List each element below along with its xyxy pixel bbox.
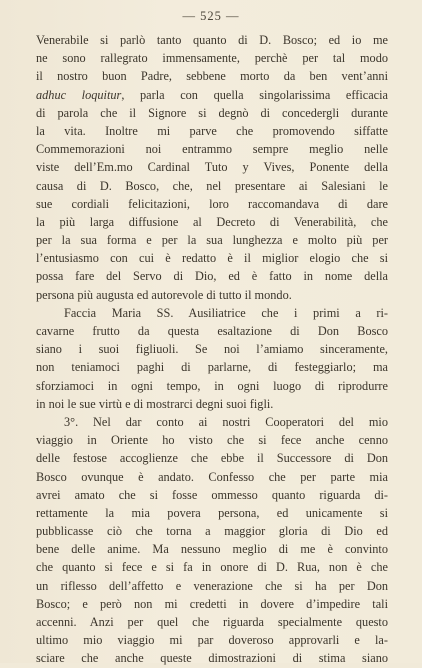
text-line: adhuc loquitur, parla con quella singolarissima efficacia bbox=[36, 87, 388, 102]
text-line: possa fare del Servo di Dio, ed è fatto in nome della bbox=[36, 269, 388, 284]
text-line: l’entusiasmo con cui è redatto è il miglior elogio che si bbox=[36, 251, 388, 266]
text-line: che quanto si fece e si fa in onore di D. Rua, non è che bbox=[36, 560, 388, 575]
text-line: un riflesso dell’affetto e venerazione che si ha per Don bbox=[36, 578, 388, 593]
text-line: pubblicasse ciò che torna a maggior gloria di Dio ed bbox=[36, 524, 388, 539]
text-line: accenni. Anzi per quel che riguarda specialmente questo bbox=[36, 615, 388, 629]
text-line: Bosco ovunque è andato. Confesso che per parte mia bbox=[36, 469, 388, 484]
text-line: viaggio in Oriente ho visto che si fece anche cenno bbox=[36, 433, 388, 448]
text-line: Venerabile si parlò tanto quanto di D. Bosco; ed io me bbox=[36, 33, 388, 47]
latin-phrase: adhuc loquitur bbox=[36, 87, 122, 102]
text-line: di parola che il Signore si degnò di concedergli durante bbox=[36, 105, 388, 120]
text-line: avrei amato che si fosse ommesso quanto riguarda di- bbox=[36, 487, 388, 502]
text-line: in noi le sue virtù e di mostrarci degni suoi figli. bbox=[36, 396, 274, 411]
text-line: ultimo mio viaggio mi par doveroso approvarli e la- bbox=[36, 633, 388, 648]
text-line: cavarne frutto da questa esaltazione di Don Bosco bbox=[36, 324, 388, 338]
text-line: sue cordiali felicitazioni, loro raccomandava di dare bbox=[36, 196, 388, 211]
text-line: Faccia Maria SS. Ausiliatrice che i primi a ri- bbox=[64, 305, 388, 320]
text-line: 3°. Nel dar conto ai nostri Cooperatori del mio bbox=[64, 414, 388, 429]
text-line: rettamente la mia povera persona, ed unicamente si bbox=[36, 505, 388, 520]
text-line: sforziamoci in ogni tempo, in ogni luogo di riprodurre bbox=[36, 378, 388, 393]
text-line: Bosco; e però non mi credetti in dovere d’impedire tali bbox=[36, 596, 388, 611]
text-line: Commemorazioni noi entrammo sempre meglio nelle bbox=[36, 142, 388, 157]
text-line: la vita. Inoltre mi parve che promovendo siffatte bbox=[36, 123, 388, 138]
text-line: viste dell’Em.mo Cardinal Tuto y Vives, Ponente della bbox=[36, 160, 388, 175]
text-line: non teniamoci paghi di parlarne, di festeggiarlo; ma bbox=[36, 360, 388, 375]
text-line: per la sua forma e per la sua lunghezza e molto più per bbox=[36, 233, 388, 248]
text-line: delle festose accoglienze che ebbe il Successore di Don bbox=[36, 451, 388, 466]
text-line: sciare che anche queste dimostrazioni di stima siano bbox=[36, 651, 388, 666]
text-line: causa di D. Bosco, che, nel presentare ai Salesiani le bbox=[36, 178, 388, 193]
body-text bbox=[36, 31, 388, 668]
page-number: — 525 — bbox=[182, 9, 240, 23]
text-line: bene delle anime. Ma nessuno meglio di me è convinto bbox=[36, 542, 388, 557]
text-line: ne sono rallegrato immensamente, perchè per tal modo bbox=[36, 51, 388, 66]
text-line: il nostro buon Padre, sebbene morto da ben vent’anni bbox=[36, 69, 388, 84]
text-line: la più larga diffusione al Decreto di Venerabilità, che bbox=[36, 214, 388, 229]
text-line: persona più augusta ed autorevole di tutto il mondo. bbox=[36, 287, 292, 302]
text-line: siano i suoi figliuoli. Se noi l’amiamo sinceramente, bbox=[36, 342, 388, 357]
